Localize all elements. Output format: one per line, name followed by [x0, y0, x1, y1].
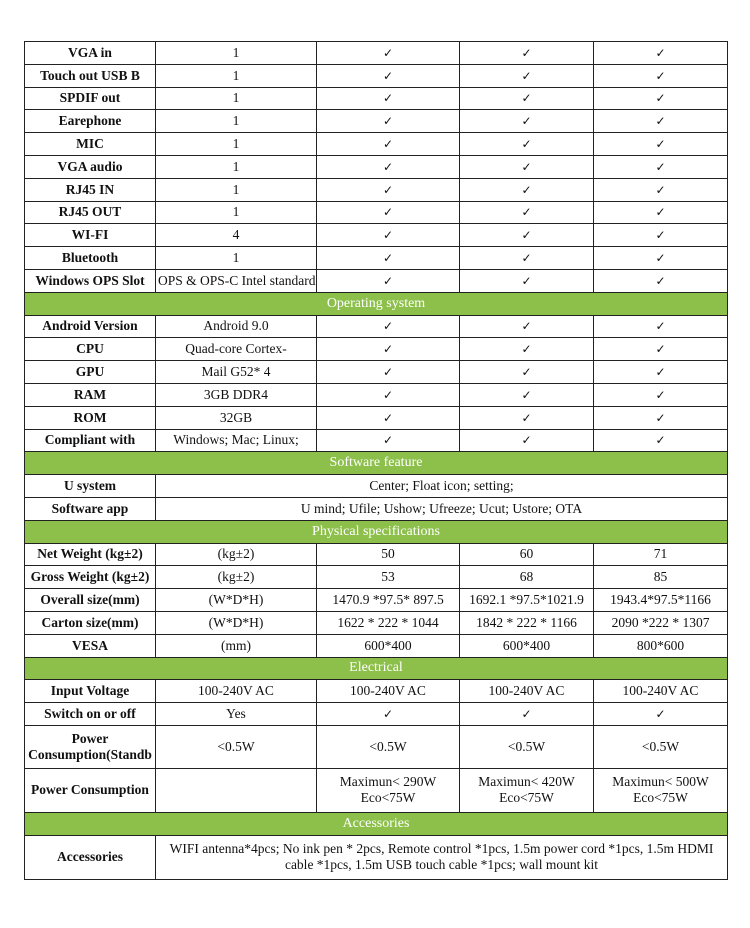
row-label: GPU — [25, 361, 156, 384]
section-header-physical-specifications — [25, 520, 728, 543]
table-row — [25, 611, 728, 634]
table-row — [25, 110, 728, 133]
qty-cell: 3GB DDR4 — [156, 383, 317, 406]
row-label: Touch out USB B — [25, 64, 156, 87]
table-row — [25, 475, 728, 498]
row-label: Gross Weight (kg±2) — [25, 566, 156, 589]
check-icon: ✓ — [460, 429, 594, 452]
check-icon: ✓ — [317, 178, 460, 201]
qty-cell: Mail G52* 4 — [156, 361, 317, 384]
section-header-operating-system — [25, 292, 728, 315]
check-icon: ✓ — [317, 429, 460, 452]
check-icon: ✓ — [594, 42, 728, 65]
value-cell: 100-240V AC — [156, 680, 317, 703]
qty-cell: 1 — [156, 64, 317, 87]
value-cell: 600*400 — [317, 634, 460, 657]
row-label: Android Version — [25, 315, 156, 338]
value-cell: 100-240V AC — [317, 680, 460, 703]
table-row — [25, 543, 728, 566]
section-header-electrical — [25, 657, 728, 680]
row-label: VGA audio — [25, 155, 156, 178]
value-cell — [317, 768, 460, 812]
check-icon: ✓ — [594, 361, 728, 384]
section-header-software-feature — [25, 452, 728, 475]
check-icon: ✓ — [594, 64, 728, 87]
row-label: Net Weight (kg±2) — [25, 543, 156, 566]
value-cell: U mind; Ufile; Ushow; Ufreeze; Ucut; Ustore; OTA — [156, 497, 728, 520]
value-cell: 60 — [460, 543, 594, 566]
value-cell: 1692.1 *97.5*1021.9 — [460, 589, 594, 612]
accessories-list — [156, 835, 728, 879]
check-icon: ✓ — [460, 87, 594, 110]
value-cell — [460, 768, 594, 812]
row-label: Overall size(mm) — [25, 589, 156, 612]
table-row — [25, 361, 728, 384]
check-icon: ✓ — [317, 87, 460, 110]
check-icon: ✓ — [594, 406, 728, 429]
table-row — [25, 315, 728, 338]
table-row — [25, 429, 728, 452]
check-icon: ✓ — [317, 338, 460, 361]
qty-cell: 1 — [156, 247, 317, 270]
max-power: Maximun< 420W — [478, 774, 575, 790]
check-icon: ✓ — [594, 703, 728, 726]
value-cell: <0.5W — [156, 725, 317, 768]
qty-cell: 1 — [156, 201, 317, 224]
check-icon: ✓ — [460, 383, 594, 406]
table-row — [25, 201, 728, 224]
row-label: CPU — [25, 338, 156, 361]
value-cell — [594, 768, 728, 812]
table-row — [25, 835, 728, 879]
check-icon: ✓ — [317, 64, 460, 87]
table-row — [25, 383, 728, 406]
check-icon: ✓ — [460, 201, 594, 224]
value-cell: 1622 * 222 * 1044 — [317, 611, 460, 634]
row-label-line: Consumption(Standb — [28, 746, 152, 762]
check-icon: ✓ — [460, 703, 594, 726]
table-row — [25, 703, 728, 726]
value-cell: 1943.4*97.5*1166 — [594, 589, 728, 612]
table-row — [25, 768, 728, 812]
check-icon: ✓ — [594, 269, 728, 292]
check-icon: ✓ — [317, 155, 460, 178]
check-icon: ✓ — [317, 110, 460, 133]
check-icon: ✓ — [317, 247, 460, 270]
table-row — [25, 247, 728, 270]
value-cell: <0.5W — [317, 725, 460, 768]
check-icon: ✓ — [317, 42, 460, 65]
row-label: Power Consumption — [25, 768, 156, 812]
check-icon: ✓ — [460, 133, 594, 156]
check-icon: ✓ — [460, 178, 594, 201]
accessories-line: cable *1pcs, 1.5m USB touch cable *1pcs; wall mount kit — [284, 857, 599, 873]
qty-cell: 1 — [156, 110, 317, 133]
row-label: RJ45 OUT — [25, 201, 156, 224]
table-row — [25, 42, 728, 65]
eco-power: Eco<75W — [633, 790, 688, 806]
unit-cell: (W*D*H) — [156, 589, 317, 612]
row-label: MIC — [25, 133, 156, 156]
row-label — [25, 725, 156, 768]
value-cell: <0.5W — [460, 725, 594, 768]
check-icon: ✓ — [594, 429, 728, 452]
value-cell: 68 — [460, 566, 594, 589]
table-row — [25, 133, 728, 156]
qty-cell: Android 9.0 — [156, 315, 317, 338]
check-icon: ✓ — [594, 178, 728, 201]
unit-cell: (kg±2) — [156, 566, 317, 589]
check-icon: ✓ — [317, 224, 460, 247]
unit-cell: (mm) — [156, 634, 317, 657]
check-icon: ✓ — [594, 155, 728, 178]
value-cell: Center; Float icon; setting; — [156, 475, 728, 498]
table-row — [25, 269, 728, 292]
row-label: SPDIF out — [25, 87, 156, 110]
row-label: Bluetooth — [25, 247, 156, 270]
row-label: ROM — [25, 406, 156, 429]
table-row — [25, 634, 728, 657]
table-row — [25, 338, 728, 361]
qty-cell: 1 — [156, 87, 317, 110]
section-title: Accessories — [25, 812, 728, 835]
table-row — [25, 64, 728, 87]
check-icon: ✓ — [594, 338, 728, 361]
row-label: U system — [25, 475, 156, 498]
check-icon: ✓ — [594, 383, 728, 406]
table-row — [25, 497, 728, 520]
check-icon: ✓ — [594, 201, 728, 224]
qty-cell: 1 — [156, 42, 317, 65]
value-cell: 1470.9 *97.5* 897.5 — [317, 589, 460, 612]
qty-cell: 32GB — [156, 406, 317, 429]
max-power: Maximun< 500W — [612, 774, 709, 790]
value-cell: 50 — [317, 543, 460, 566]
check-icon: ✓ — [594, 315, 728, 338]
row-label-line: Power — [71, 730, 109, 746]
check-icon: ✓ — [460, 42, 594, 65]
row-label: Carton size(mm) — [25, 611, 156, 634]
value-cell: 2090 *222 * 1307 — [594, 611, 728, 634]
table-row — [25, 155, 728, 178]
check-icon: ✓ — [317, 269, 460, 292]
table-row — [25, 589, 728, 612]
accessories-line: WIFI antenna*4pcs; No ink pen * 2pcs, Remote control *1pcs, 1.5m power cord *1pcs, 1.5m HDMI — [169, 841, 714, 857]
section-header-accessories — [25, 812, 728, 835]
table-row — [25, 87, 728, 110]
section-title: Physical specifications — [25, 520, 728, 543]
spec-table — [24, 41, 728, 880]
qty-cell: Windows; Mac; Linux; — [156, 429, 317, 452]
value-cell: Yes — [156, 703, 317, 726]
value-cell: 71 — [594, 543, 728, 566]
check-icon: ✓ — [317, 703, 460, 726]
row-label: WI-FI — [25, 224, 156, 247]
value-cell: 100-240V AC — [594, 680, 728, 703]
check-icon: ✓ — [317, 133, 460, 156]
value-cell: 1842 * 222 * 1166 — [460, 611, 594, 634]
check-icon: ✓ — [460, 247, 594, 270]
check-icon: ✓ — [317, 315, 460, 338]
section-title: Electrical — [25, 657, 728, 680]
check-icon: ✓ — [460, 269, 594, 292]
row-label: RJ45 IN — [25, 178, 156, 201]
row-label: VGA in — [25, 42, 156, 65]
check-icon: ✓ — [460, 361, 594, 384]
qty-cell: Quad-core Cortex- — [156, 338, 317, 361]
check-icon: ✓ — [460, 224, 594, 247]
qty-cell: 1 — [156, 133, 317, 156]
row-label: Compliant with — [25, 429, 156, 452]
table-row — [25, 725, 728, 768]
check-icon: ✓ — [460, 406, 594, 429]
check-icon: ✓ — [460, 338, 594, 361]
unit-cell: (kg±2) — [156, 543, 317, 566]
check-icon: ✓ — [317, 383, 460, 406]
value-cell: 800*600 — [594, 634, 728, 657]
qty-cell: 1 — [156, 178, 317, 201]
check-icon: ✓ — [594, 133, 728, 156]
table-row — [25, 224, 728, 247]
value-cell: 53 — [317, 566, 460, 589]
qty-cell: 4 — [156, 224, 317, 247]
table-row — [25, 680, 728, 703]
row-label: Switch on or off — [25, 703, 156, 726]
check-icon: ✓ — [317, 201, 460, 224]
check-icon: ✓ — [460, 315, 594, 338]
table-row — [25, 178, 728, 201]
unit-cell: (W*D*H) — [156, 611, 317, 634]
qty-cell: OPS & OPS-C Intel standard — [156, 269, 317, 292]
check-icon: ✓ — [594, 224, 728, 247]
value-cell: 100-240V AC — [460, 680, 594, 703]
row-label: Accessories — [25, 835, 156, 879]
check-icon: ✓ — [594, 247, 728, 270]
row-label: RAM — [25, 383, 156, 406]
section-title: Operating system — [25, 292, 728, 315]
value-cell — [156, 768, 317, 812]
value-cell: 600*400 — [460, 634, 594, 657]
max-power: Maximun< 290W — [339, 774, 437, 790]
check-icon: ✓ — [460, 155, 594, 178]
row-label: Input Voltage — [25, 680, 156, 703]
check-icon: ✓ — [460, 110, 594, 133]
row-label: Software app — [25, 497, 156, 520]
check-icon: ✓ — [594, 110, 728, 133]
check-icon: ✓ — [317, 406, 460, 429]
eco-power: Eco<75W — [499, 790, 554, 806]
value-cell: 85 — [594, 566, 728, 589]
qty-cell: 1 — [156, 155, 317, 178]
check-icon: ✓ — [317, 361, 460, 384]
check-icon: ✓ — [460, 64, 594, 87]
section-title: Software feature — [25, 452, 728, 475]
eco-power: Eco<75W — [360, 790, 416, 806]
row-label: Earephone — [25, 110, 156, 133]
table-row — [25, 566, 728, 589]
row-label: Windows OPS Slot — [25, 269, 156, 292]
row-label: VESA — [25, 634, 156, 657]
table-row — [25, 406, 728, 429]
check-icon: ✓ — [594, 87, 728, 110]
value-cell: <0.5W — [594, 725, 728, 768]
